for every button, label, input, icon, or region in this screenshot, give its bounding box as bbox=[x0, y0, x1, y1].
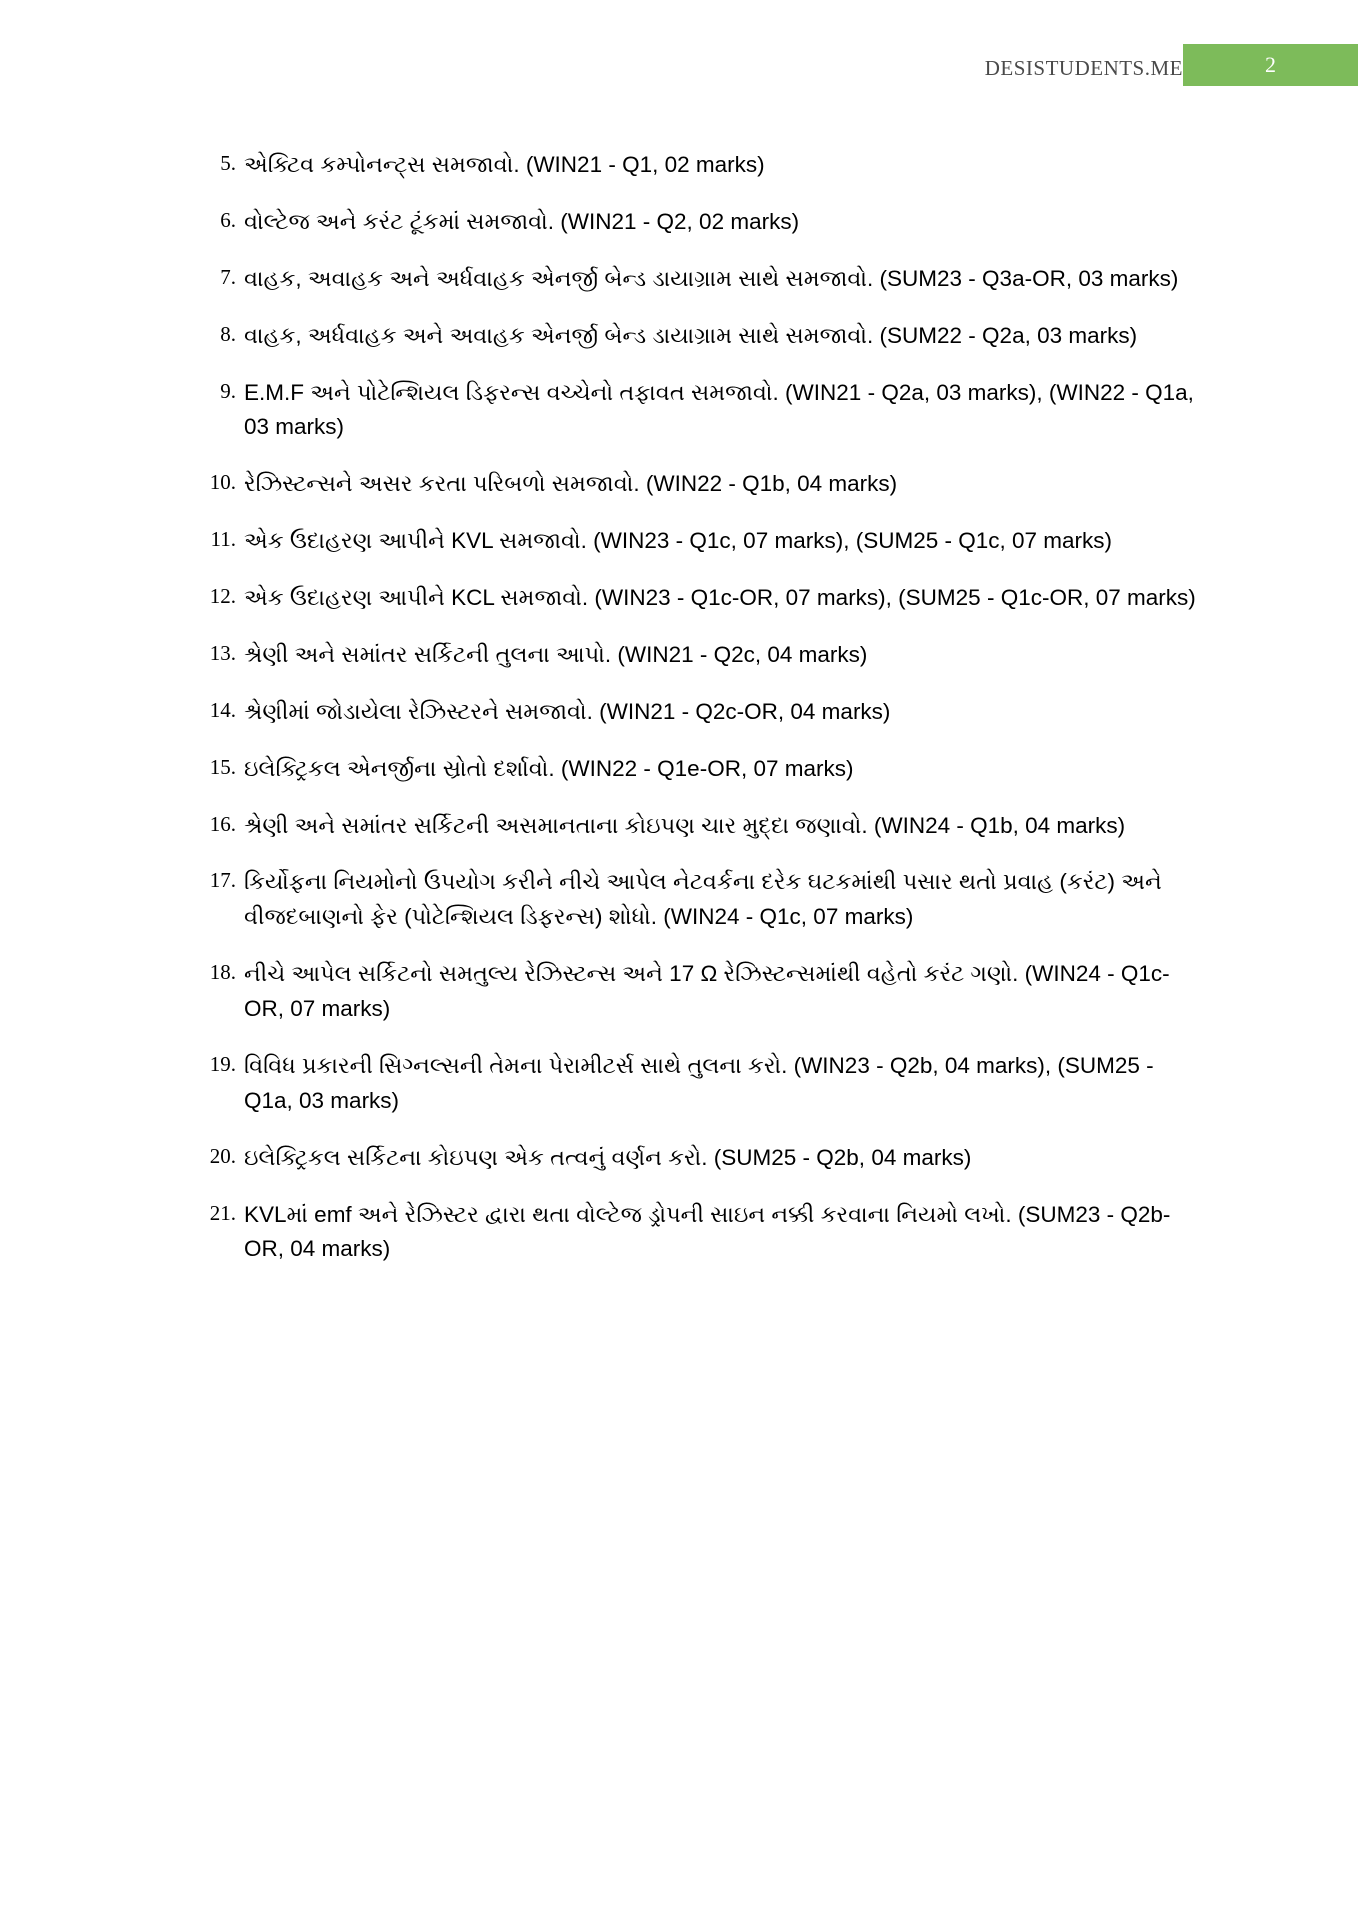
list-item-text: KVLમાં emf અને રેઝિસ્ટર દ્વારા થતા વોલ્ટેજ ડ્રોપની સાઇન નક્કી કરવાના નિયમો લખો. (SUM23 - Q2b-OR, 04 marks) bbox=[244, 1201, 1171, 1262]
list-item-text: વાહક, અર્ધવાહક અને અવાહક એનર્જી બેન્ડ ડાયાગ્રામ સાથે સમજાવો. (SUM22 - Q2a, 03 marks) bbox=[244, 322, 1138, 348]
list-item-text: એક ઉદાહરણ આપીને KCL સમજાવો. (WIN23 - Q1c-OR, 07 marks), (SUM25 - Q1c-OR, 07 marks) bbox=[244, 585, 1196, 610]
list-item bbox=[196, 957, 1196, 1027]
list-item-number: 5. bbox=[220, 151, 236, 175]
list-item bbox=[196, 148, 1196, 183]
list-item-number: 6. bbox=[220, 207, 236, 232]
list-item-text: શ્રેણી અને સમાંતર સર્કિટની અસમાનતાના કોઇપણ ચાર મુદ્દા જણાવો. (WIN24 - Q1b, 04 marks) bbox=[244, 812, 1126, 838]
list-item bbox=[196, 376, 1196, 446]
list-item-text: વોલ્ટેજ અને કરંટ ટૂંકમાં સમજાવો. (WIN21 - Q2, 02 marks) bbox=[244, 208, 800, 234]
list-item-text: ઇલેક્ટ્રિકલ એનર્જીના સ્રોતો દર્શાવો. (WIN22 - Q1e-OR, 07 marks) bbox=[244, 755, 854, 781]
list-item-text: એક ઉદાહરણ આપીને KVL સમજાવો. (WIN23 - Q1c, 07 marks), (SUM25 - Q1c, 07 marks) bbox=[244, 528, 1112, 554]
list-item-text: એક્ટિવ કમ્પોનન્ટ્સ સમજાવો. (WIN21 - Q1, 02 marks) bbox=[244, 152, 765, 177]
list-item bbox=[196, 1049, 1196, 1119]
list-item-text: વિવિધ પ્રકારની સિગ્નલ્સની તેમના પેરામીટર્સ સાથે તુલના કરો. (WIN23 - Q2b, 04 marks), (SUM25 - Q1a, 03 marks) bbox=[244, 1052, 1154, 1113]
list-item-number: 7. bbox=[220, 264, 236, 289]
list-item-text: વાહક, અવાહક અને અર્ધવાહક એનર્જી બેન્ડ ડાયાગ્રામ સાથે સમજાવો. (SUM23 - Q3a-OR, 03 marks) bbox=[244, 265, 1179, 291]
list-item-text: રેઝિસ્ટન્સને અસર કરતા પરિબળો સમજાવો. (WIN22 - Q1b, 04 marks) bbox=[244, 471, 898, 497]
list-item-text: E.M.F અને પોટેન્શિયલ ડિફરન્સ વચ્ચેનો તફાવત સમજાવો. (WIN21 - Q2a, 03 marks), (WIN22 - Q1a, 03 marks) bbox=[244, 379, 1194, 440]
list-item bbox=[196, 524, 1196, 559]
list-item-number: 14. bbox=[209, 697, 236, 722]
list-item bbox=[196, 262, 1196, 297]
list-item-number: 12. bbox=[209, 584, 236, 608]
list-item-number: 21. bbox=[209, 1200, 236, 1225]
list-item-number: 11. bbox=[210, 527, 236, 552]
question-list bbox=[196, 148, 1196, 1267]
list-item bbox=[196, 1141, 1196, 1176]
list-item-number: 15. bbox=[209, 754, 236, 779]
list-item bbox=[196, 638, 1196, 673]
list-item-text: નીચે આપેલ સર્કિટનો સમતુલ્ય રેઝિસ્ટન્સ અને 17 Ω રેઝિસ્ટન્સમાંથી વહેતો કરંટ ગણો. (WIN24 - Q1c-OR, 07 marks) bbox=[244, 961, 1170, 1021]
question-list-container bbox=[196, 148, 1196, 1289]
list-item-number: 9. bbox=[220, 378, 236, 403]
list-item-number: 20. bbox=[209, 1143, 236, 1168]
list-item-text: ઇલેક્ટ્રિકલ સર્કિટના કોઇપણ એક તત્વનું વર્ણન કરો. (SUM25 - Q2b, 04 marks) bbox=[244, 1144, 972, 1170]
list-item-text: કિર્યોફના નિયમોનો ઉપયોગ કરીને નીચે આપેલ નેટવર્કના દરેક ઘટકમાંથી પસાર થતો પ્રવાહ (કરંટ) અને વીજદબાણનો ફેર (પોટેન્શિયલ ડિફરન્સ) શોધો. (WIN24 - Q1c, 07 marks) bbox=[244, 869, 1162, 930]
list-item-number: 16. bbox=[209, 811, 236, 836]
list-item-number: 17. bbox=[209, 868, 236, 893]
list-item bbox=[196, 319, 1196, 354]
page-number: 2 bbox=[1265, 52, 1276, 77]
list-item-number: 13. bbox=[209, 640, 236, 665]
list-item-number: 10. bbox=[209, 470, 236, 495]
list-item bbox=[196, 695, 1196, 730]
list-item bbox=[196, 809, 1196, 844]
list-item bbox=[196, 865, 1196, 935]
list-item-number: 19. bbox=[209, 1051, 236, 1076]
page-header bbox=[0, 0, 1358, 110]
list-item-text: શ્રેણીમાં જોડાયેલા રેઝિસ્ટરને સમજાવો. (WIN21 - Q2c-OR, 04 marks) bbox=[244, 698, 891, 724]
list-item-number: 18. bbox=[209, 960, 236, 985]
list-item bbox=[196, 1198, 1196, 1268]
list-item-text: શ્રેણી અને સમાંતર સર્કિટની તુલના આપો. (WIN21 - Q2c, 04 marks) bbox=[244, 641, 868, 667]
list-item bbox=[196, 752, 1196, 787]
list-item bbox=[196, 467, 1196, 502]
list-item-number: 8. bbox=[220, 321, 236, 346]
list-item bbox=[196, 205, 1196, 240]
list-item bbox=[196, 581, 1196, 616]
site-brand: DESISTUDENTS.ME bbox=[984, 56, 1183, 80]
